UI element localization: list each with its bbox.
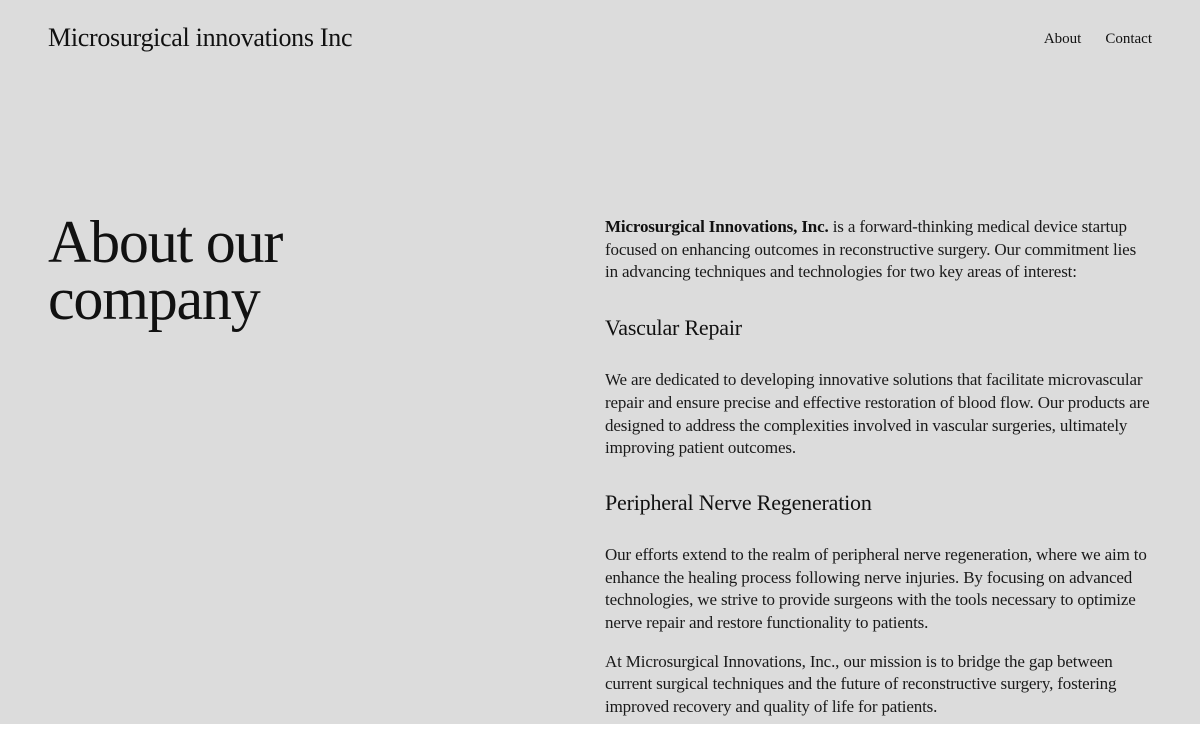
nav-contact-link[interactable]: Contact: [1105, 31, 1152, 47]
page-heading-line1: About our: [48, 209, 283, 275]
page-heading: [48, 209, 468, 332]
section-body-vascular-repair: We are dedicated to developing innovative solutions that facilitate microvascular repair and ensure precise and effective restoration of blood flow. Our products are designed to address the complexities involved in vascular surgeries, ultimately improving patient outcomes.: [605, 370, 1150, 458]
nav-about-link[interactable]: About: [1043, 31, 1082, 47]
about-content: [605, 216, 1153, 719]
intro-text: is a forward-thinking medical device startup focused on enhancing outcomes in reconstructive surgery. Our commitment lies in advancing techniques and technologies for two key areas of interest:: [605, 217, 1137, 282]
site-title[interactable]: Microsurgical innovations Inc: [48, 23, 353, 52]
mission-paragraph: At Microsurgical Innovations, Inc., our mission is to bridge the gap between current surgical techniques and the future of reconstructive surgery, fostering improved recovery and quality of life for patients.: [605, 651, 1117, 717]
main-nav: [1044, 30, 1152, 48]
section-body-nerve-regeneration: Our efforts extend to the realm of peripheral nerve regeneration, where we aim to enhance the healing process following nerve injuries. By focusing on advanced technologies, we strive to provide surgeons with the tools necessary to optimize nerve repair and restore functionality to patients.: [605, 544, 1147, 633]
section-heading-nerve-regeneration: Peripheral Nerve Regeneration: [605, 489, 872, 515]
section-heading-vascular-repair: Vascular Repair: [605, 315, 742, 341]
intro-paragraph: [605, 216, 1153, 284]
company-name: Microsurgical Innovations, Inc.: [605, 217, 829, 236]
page-heading-line2: company: [48, 266, 260, 332]
